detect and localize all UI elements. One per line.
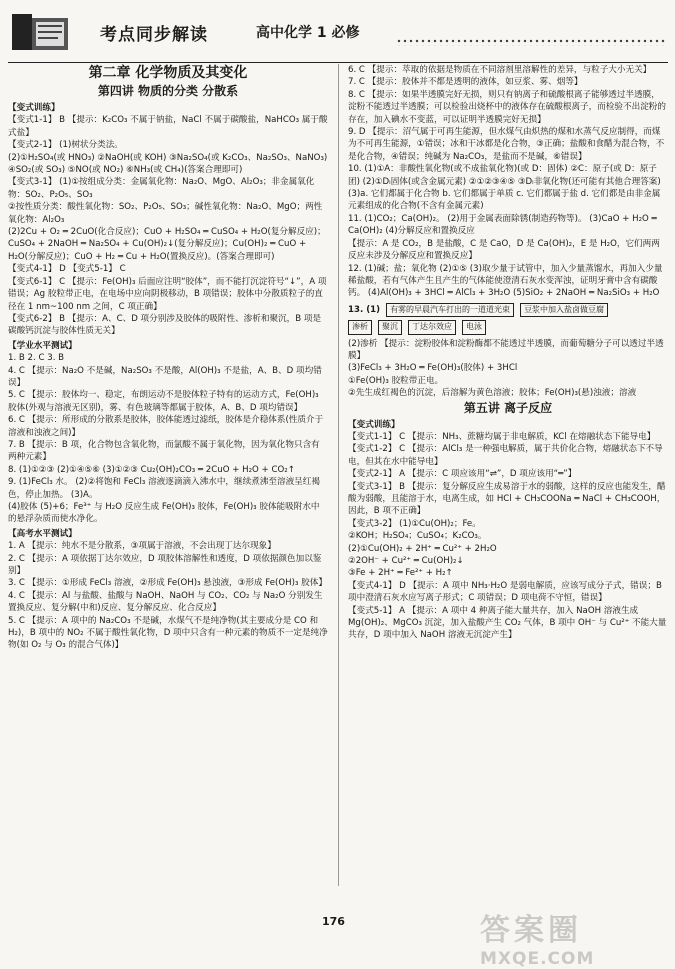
answer-item: 【变式1-2】 C 【提示：AlCl₃ 是一种强电解质，属于共价化合物，熔融状态下不导电，但其在水中能导电】: [348, 444, 663, 467]
header-rule: [8, 62, 668, 63]
answer-item: 8. C 【提示：如果半透膜完好无损，则只有钠离子和硫酸根离子能够透过半透膜，淀粉不能透过半透膜；可以检验出烧杯中的液体存在硫酸根离子，而检验不出淀粉的存在，加入碘水不变蓝，可以证明半透膜完好无损】: [348, 89, 666, 125]
header-dots: [396, 38, 666, 46]
answer-item: 11. (1)CO₂；Ca(OH)₂。 (2)用于金属表面除锈(制造药物等)。 (3)CaO + H₂O ═ Ca(OH)₂ (4)分解反应和置换反应: [348, 213, 657, 237]
watermark-text: 答案圈: [480, 913, 582, 948]
answer-item: 【变式1-1】 B 【提示：K₂CO₃ 不属于钠盐，NaCl 不属于碳酸盐，NaHCO₃ 属于酸式盐】: [8, 115, 328, 138]
column-divider: [338, 64, 339, 886]
answer-item: 7. C 【提示：胶体并不都是透明的液体，如豆浆、雾、烟等】: [348, 77, 583, 88]
book-subtitle: 高中化学 1 必修: [256, 25, 360, 41]
section-heading: 【变式训练】: [348, 419, 400, 430]
answer-item: (2)2Cu + O₂ ═ 2CuO(化合反应)；CuO + H₂SO₄ ═ CuSO₄ + H₂O(复分解反应)；CuSO₄ + 2NaOH ═ Na₂SO₄ + Cu(OH)₂↓(复分解反应)；Cu(OH)₂ ═ CuO + H₂O(分解反应)；CuO + H₂ ═ Cu + H₂O(置换反应)。(答案合理即可): [8, 227, 326, 262]
right-column: [348, 64, 668, 886]
answer-item: 8. (1)①②③ (2)①④⑤⑥ (3)①②③ Cu₂(OH)₂CO₃ ═ 2CuO + H₂O + CO₂↑: [8, 464, 295, 475]
answer-item: 【提示：A 是 CO₂，B 是盐酸，C 是 CaO，D 是 Ca(OH)₂，E 是 H₂O，它们两两反应未涉及分解反应和置换反应】: [348, 238, 660, 262]
book-title: 考点同步解读: [100, 25, 208, 45]
flow-box: 豆浆中加入盐卤做豆腐: [520, 303, 608, 317]
answer-item: 9. (1)FeCl₃ 水。 (2)②将饱和 FeCl₃ 溶液逐滴滴入沸水中，继续煮沸至溶液呈红褐色，停止加热。 (3)A。: [8, 477, 320, 500]
book-logo-icon: [8, 8, 72, 58]
answer-item: 【变式1-1】 C 【提示：NH₃、蔗糖均属于非电解质，KCl 在熔融状态下能导电】: [348, 431, 656, 442]
answer-item: 3. C 【提示：①形成 FeCl₃ 溶液，②形成 Fe(OH)₃ 悬浊液，③形成 Fe(OH)₃ 胶体】: [8, 578, 327, 589]
answer-item: (4)胶体 (5)+6；Fe³⁺ 与 H₂O 反应生成 Fe(OH)₃ 胶体，Fe(OH)₃ 胶体能吸附水中的悬浮杂质而使水净化。: [8, 502, 320, 525]
answer-item: (2)①H₂SO₄(或 HNO₃) ②NaOH(或 KOH) ③Na₂SO₄(或 K₂CO₃、Na₂SO₃、NaNO₃) ④SO₂(或 SO₃) ⑤NO(或 NO₂) ⑥NH₃(或 CH₄)(答案合理即可): [8, 152, 328, 176]
answer-item: 6. C 【提示：所形成的分散系是胶体，胶体能透过滤纸，胶体是介稳体系(性质介于溶液和浊液之间)】: [8, 415, 324, 438]
question-number: 13. (1): [348, 304, 381, 315]
answer-item: 9. D 【提示：沼气属于可再生能源，但水煤气由炽热的煤和水蒸气反应制得，而煤为不可再生能源，①错误；冰和干冰都是化合物，③正确；盐酸和食醋为混合物，不是化合物，④错误；纯碱为 Na₂CO₃，是盐而不是碱，⑥错误】: [348, 127, 665, 162]
answer-item: 12. (1)碱；盐；氧化物 (2)①⑤ (3)取少量于试管中，加入少量蒸馏水，再加入少量稀盐酸，若有气体产生且产生的气体能使澄清石灰水变浑浊，证明牙膏中含有碳酸钙。 (4)Al(OH)₃ + 3HCl ═ AlCl₃ + 3H₂O (5)SiO₂ + 2NaOH ═ Na₂SiO₃ + H₂O: [348, 263, 663, 299]
answer-item: 4. C 【提示：Al 与盐酸、盐酸与 NaOH、NaOH 与 CO₂、CO₂ 与 Na₂O 分别发生置换反应、复分解(中和)反应、复分解反应、化合反应】: [8, 590, 323, 614]
answer-item: (2)渗析 【提示：淀粉胶体和淀粉酶都不能透过半透膜，而葡萄糖分子可以透过半透膜】: [348, 338, 664, 361]
watermark-url: MXQE.COM: [480, 949, 595, 969]
section-heading: 【高考水平测试】: [8, 528, 77, 539]
answer-item: 1. A 【提示：纯水不是分散系，③项属于溶液，不会出现丁达尔现象】: [8, 541, 276, 552]
answer-item: ①Fe(OH)₃ 胶粒带正电。: [348, 375, 444, 386]
flow-box: 电泳: [462, 320, 486, 334]
answer-item: ②2OH⁻ + Cu²⁺ ═ Cu(OH)₂↓: [348, 556, 464, 567]
left-column: [8, 64, 328, 886]
answer-item: 【变式4-1】 D 【提示：A 项中 NH₃·H₂O 是弱电解质，应该写成分子式，错误；B 项中澄清石灰水应写离子形式；C 项错误；D 项电荷不守恒，错误】: [348, 580, 662, 604]
answer-item: 【变式3-2】 (1)①Cu(OH)₂；Fe。: [348, 518, 481, 529]
page-header: [8, 8, 668, 60]
answer-item: 【变式2-1】 A 【提示：C 项应该用“⇌”，D 项应该用“═”】: [348, 469, 577, 480]
answer-item: 【变式2-1】 (1)树状分类法。: [8, 140, 123, 151]
answer-item: 2. C 【提示：A 项依据丁达尔效应，D 项胶体溶解性和透度，D 项依据颜色加以鉴别】: [8, 553, 322, 577]
answer-item: 7. B 【提示：B 项，化合物包含氧化物，而氯酸不属于氧化物，因为氧化物只含有两种元素】: [8, 439, 320, 463]
answer-item: 【变式6-1】 C 【提示：Fe(OH)₃ 后面应注明“胶体”，而不能打沉淀符号“↓”，A 项错误；Ag 胶粒带正电，在电场中应向阴极移动，B 项错误；胶体中分散质粒子的直径在 1 nm~100 nm 之间，C 项正确】: [8, 276, 327, 312]
answer-item: ②按性质分类：酸性氧化物：SO₂、P₂O₅、SO₃；碱性氧化物：Na₂O、MgO；两性氧化物：Al₂O₃: [8, 202, 323, 225]
chapter-title: 第二章 化学物质及其变化: [88, 65, 248, 81]
watermark: [480, 905, 670, 969]
answer-item: 5. C 【提示：A 项中的 Na₂CO₃ 不是碱，水煤气不是纯净物(其主要成分是 CO 和 H₂)，B 项中的 NO₂ 不属于酸性氧化物，D 项中只含有一种元素的物质不一定是纯净物(如 O₂ 与 O₃ 的混合气体)】: [8, 615, 328, 651]
answer-item: ②KOH；H₂SO₄；CuSO₄；K₂CO₃。: [348, 531, 487, 542]
answer-item: ③Fe + 2H⁺ ═ Fe²⁺ + H₂↑: [348, 568, 453, 579]
flow-box: 丁达尔效应: [408, 320, 456, 334]
flow-box: 聚沉: [378, 320, 402, 334]
answer-item: 5. C 【提示：胶体均一、稳定，布朗运动不是胶体粒子特有的运动方式，Fe(OH)₃ 胶体(外观与溶液无区别)，雾、有色玻璃等都属于胶体，A、B、D 项均错误】: [8, 390, 319, 413]
lecture-title: 第五讲 离子反应: [463, 400, 553, 415]
answer-item: 【变式4-1】 D 【变式5-1】 C: [8, 264, 126, 275]
answer-item: 【变式5-1】 A 【提示：A 项中 4 种离子能大量共存，加入 NaOH 溶液生成 Mg(OH)₂、MgCO₃ 沉淀，加入盐酸产生 CO₂ 气体，B 项中 OH⁻ 与 Cu²⁺ 不能大量共存，D 项中加入 NaOH 溶液无沉淀产生】: [348, 605, 667, 641]
answer-item: (3)FeCl₃ + 3H₂O ═ Fe(OH)₃(胶体) + 3HCl: [348, 363, 518, 374]
answer-item: 1. B 2. C 3. B: [8, 353, 65, 364]
answer-item: 10. (1)①A：非酸性氧化物(或不成盐氧化物)(或 D：固体) ②C：原子(或 D：原子团) (2)①Dᵢ固体(或含金属元素) ②①②③④⑤ ③Dᵢ非氧化物(还可能有其他合理答案) (3)a. 它们都属于化合物 b. 它们都属于单质 c. 它们都属于盐 d. 它们都是由非金属元素组成的化合物(不含有金属元素): [348, 164, 661, 212]
answer-item: 【变式3-1】 (1)①按组成分类：金属氧化物：Na₂O、MgO、Al₂O₃；非金属氧化物：SO₂、P₂O₅、SO₃: [8, 177, 315, 200]
section-heading: 【变式训练】: [8, 103, 60, 113]
lecture-title: 第四讲 物质的分类 分散系: [97, 84, 239, 98]
answer-item: 4. C 【提示：Na₂O 不是碱，Na₂SO₃ 不是酸，Al(OH)₃ 不是盐，A、B、D 项均错误】: [8, 365, 322, 388]
flow-box: 渗析: [348, 320, 372, 334]
answer-item: (2)①Cu(OH)₂ + 2H⁺ ═ Cu²⁺ + 2H₂O: [348, 543, 497, 554]
flow-box: 有雾的早晨汽车打出的一道道光束: [386, 303, 514, 317]
matching-diagram-row2: [348, 320, 668, 334]
answer-item: 【变式3-1】 B 【提示：复分解反应生成易溶于水的弱酸，这样的反应也能发生，醋酸为弱酸，且能溶于水，电离生成，如 HCl + CH₃COONa ═ NaCl + CH₃COOH，因此，B 项不正确】: [348, 481, 666, 517]
section-heading: 【学业水平测试】: [8, 340, 77, 351]
answer-item: 6. C 【提示：萃取的依据是物质在不同溶剂里溶解性的差异，与粒子大小无关】: [348, 65, 652, 75]
answer-item: 【变式6-2】 B 【提示：A、C、D 项分别涉及胶体的吸附性、渗析和聚沉，B 项是碳酸钙沉淀与胶体性质无关】: [8, 313, 322, 337]
matching-diagram: [348, 303, 668, 317]
answer-item: ②先生成红褐色的沉淀，后溶解为黄色溶液；胶体；Fe(OH)₃(悬)浊液；溶液: [348, 388, 637, 399]
page-number: 176: [322, 915, 345, 928]
